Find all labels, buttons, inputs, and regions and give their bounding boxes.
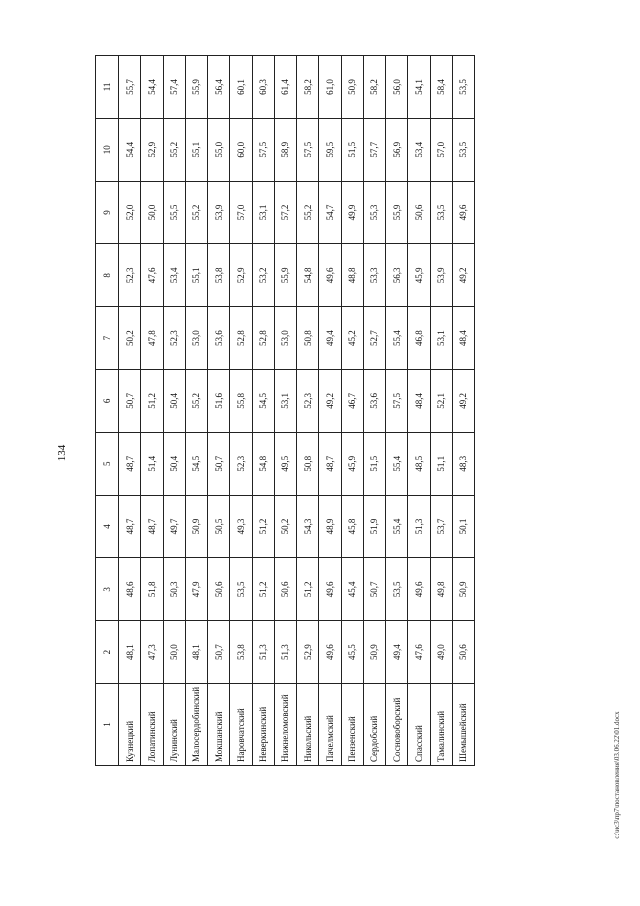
value-cell: 49,2	[452, 370, 474, 433]
value-cell: 50,6	[452, 621, 474, 684]
district-name-cell: Кузнецкий	[119, 684, 141, 766]
value-cell: 57,7	[363, 118, 385, 181]
value-cell: 50,7	[119, 370, 141, 433]
value-cell: 57,5	[252, 118, 274, 181]
column-header: 11	[96, 56, 119, 119]
table-row	[297, 56, 319, 766]
value-cell: 56,9	[386, 118, 408, 181]
value-cell: 53,6	[363, 370, 385, 433]
table-row	[141, 56, 163, 766]
value-cell: 55,2	[163, 118, 185, 181]
district-name-cell: Неверкинский	[252, 684, 274, 766]
table-row	[408, 56, 430, 766]
table-row	[319, 56, 341, 766]
value-cell: 51,3	[252, 621, 274, 684]
value-cell: 49,3	[230, 495, 252, 558]
value-cell: 51,1	[430, 432, 452, 495]
value-cell: 55,9	[274, 244, 296, 307]
value-cell: 49,6	[452, 181, 474, 244]
value-cell: 55,2	[185, 181, 207, 244]
value-cell: 52,3	[119, 244, 141, 307]
value-cell: 57,2	[274, 181, 296, 244]
value-cell: 57,5	[386, 370, 408, 433]
value-cell: 50,9	[185, 495, 207, 558]
column-header: 2	[96, 621, 119, 684]
value-cell: 48,6	[119, 558, 141, 621]
district-name-cell: Шемышейский	[452, 684, 474, 766]
value-cell: 53,5	[386, 558, 408, 621]
value-cell: 60,0	[230, 118, 252, 181]
value-cell: 60,3	[252, 56, 274, 119]
value-cell: 52,9	[297, 621, 319, 684]
value-cell: 55,7	[119, 56, 141, 119]
value-cell: 51,5	[341, 118, 363, 181]
value-cell: 52,8	[252, 307, 274, 370]
value-cell: 47,6	[408, 621, 430, 684]
value-cell: 50,7	[363, 558, 385, 621]
value-cell: 51,4	[141, 432, 163, 495]
value-cell: 52,8	[230, 307, 252, 370]
value-cell: 53,1	[430, 307, 452, 370]
district-name-cell: Лопатинский	[141, 684, 163, 766]
value-cell: 50,4	[163, 432, 185, 495]
district-name-cell: Малосердобинский	[185, 684, 207, 766]
table-row	[386, 56, 408, 766]
value-cell: 54,4	[141, 56, 163, 119]
value-cell: 61,4	[274, 56, 296, 119]
value-cell: 52,9	[230, 244, 252, 307]
value-cell: 46,8	[408, 307, 430, 370]
value-cell: 51,8	[141, 558, 163, 621]
value-cell: 49,6	[319, 244, 341, 307]
value-cell: 56,4	[208, 56, 230, 119]
value-cell: 53,7	[430, 495, 452, 558]
value-cell: 51,2	[141, 370, 163, 433]
value-cell: 55,9	[386, 181, 408, 244]
value-cell: 58,2	[363, 56, 385, 119]
value-cell: 53,0	[274, 307, 296, 370]
table-row	[430, 56, 452, 766]
value-cell: 55,3	[363, 181, 385, 244]
value-cell: 53,3	[363, 244, 385, 307]
value-cell: 53,8	[208, 244, 230, 307]
column-header: 1	[96, 684, 119, 766]
value-cell: 61,0	[319, 56, 341, 119]
column-header: 6	[96, 370, 119, 433]
value-cell: 49,8	[430, 558, 452, 621]
value-cell: 51,2	[252, 495, 274, 558]
value-cell: 48,8	[341, 244, 363, 307]
value-cell: 50,5	[208, 495, 230, 558]
value-cell: 50,6	[274, 558, 296, 621]
table-row	[119, 56, 141, 766]
value-cell: 53,4	[408, 118, 430, 181]
value-cell: 47,9	[185, 558, 207, 621]
value-cell: 55,9	[185, 56, 207, 119]
value-cell: 50,9	[363, 621, 385, 684]
value-cell: 51,6	[208, 370, 230, 433]
value-cell: 45,9	[408, 244, 430, 307]
value-cell: 53,9	[208, 181, 230, 244]
value-cell: 55,2	[185, 370, 207, 433]
value-cell: 46,7	[341, 370, 363, 433]
district-name-cell: Тамалинский	[430, 684, 452, 766]
value-cell: 58,4	[430, 56, 452, 119]
value-cell: 54,4	[119, 118, 141, 181]
value-cell: 58,2	[297, 56, 319, 119]
table-row	[208, 56, 230, 766]
indicator-table	[95, 55, 475, 766]
table-row	[252, 56, 274, 766]
value-cell: 48,7	[141, 495, 163, 558]
value-cell: 52,3	[297, 370, 319, 433]
table-container	[95, 56, 475, 766]
value-cell: 49,2	[319, 370, 341, 433]
value-cell: 48,7	[119, 495, 141, 558]
district-name-cell: Сосновоборский	[386, 684, 408, 766]
value-cell: 52,3	[230, 432, 252, 495]
value-cell: 59,5	[319, 118, 341, 181]
value-cell: 50,3	[163, 558, 185, 621]
value-cell: 50,0	[141, 181, 163, 244]
value-cell: 50,9	[341, 56, 363, 119]
value-cell: 53,1	[274, 370, 296, 433]
value-cell: 53,1	[252, 181, 274, 244]
value-cell: 53,5	[452, 56, 474, 119]
value-cell: 50,7	[208, 432, 230, 495]
value-cell: 54,8	[297, 244, 319, 307]
value-cell: 50,9	[452, 558, 474, 621]
value-cell: 51,9	[363, 495, 385, 558]
value-cell: 50,8	[297, 432, 319, 495]
table-row	[341, 56, 363, 766]
value-cell: 48,3	[452, 432, 474, 495]
value-cell: 47,8	[141, 307, 163, 370]
table-body	[119, 56, 475, 766]
value-cell: 55,2	[297, 181, 319, 244]
value-cell: 48,7	[119, 432, 141, 495]
value-cell: 48,1	[185, 621, 207, 684]
value-cell: 50,4	[163, 370, 185, 433]
value-cell: 54,5	[252, 370, 274, 433]
value-cell: 45,8	[341, 495, 363, 558]
district-name-cell: Спасский	[408, 684, 430, 766]
value-cell: 55,4	[386, 307, 408, 370]
value-cell: 51,3	[274, 621, 296, 684]
value-cell: 45,4	[341, 558, 363, 621]
footer-file-path: c:\ис3\пр7\постановления\03.06.22\01.docx	[613, 711, 621, 839]
value-cell: 50,0	[163, 621, 185, 684]
value-cell: 48,7	[319, 432, 341, 495]
table-row	[185, 56, 207, 766]
district-name-cell: Лунинский	[163, 684, 185, 766]
page-number: 134	[56, 444, 68, 462]
value-cell: 54,5	[185, 432, 207, 495]
value-cell: 45,9	[341, 432, 363, 495]
value-cell: 48,5	[408, 432, 430, 495]
value-cell: 52,9	[141, 118, 163, 181]
value-cell: 53,2	[252, 244, 274, 307]
column-header: 9	[96, 181, 119, 244]
value-cell: 50,1	[452, 495, 474, 558]
value-cell: 54,8	[252, 432, 274, 495]
value-cell: 48,4	[452, 307, 474, 370]
column-header: 7	[96, 307, 119, 370]
value-cell: 49,5	[274, 432, 296, 495]
value-cell: 53,4	[163, 244, 185, 307]
value-cell: 50,6	[208, 558, 230, 621]
value-cell: 52,1	[430, 370, 452, 433]
district-name-cell: Наровчатский	[230, 684, 252, 766]
table-row	[452, 56, 474, 766]
column-header: 4	[96, 495, 119, 558]
value-cell: 48,9	[319, 495, 341, 558]
table-row	[363, 56, 385, 766]
value-cell: 53,0	[185, 307, 207, 370]
value-cell: 50,8	[297, 307, 319, 370]
district-name-cell: Никольский	[297, 684, 319, 766]
value-cell: 51,5	[363, 432, 385, 495]
value-cell: 53,8	[230, 621, 252, 684]
value-cell: 54,7	[319, 181, 341, 244]
value-cell: 50,6	[408, 181, 430, 244]
value-cell: 57,0	[230, 181, 252, 244]
value-cell: 53,5	[430, 181, 452, 244]
value-cell: 58,9	[274, 118, 296, 181]
value-cell: 45,2	[341, 307, 363, 370]
value-cell: 55,4	[386, 495, 408, 558]
column-header: 10	[96, 118, 119, 181]
value-cell: 55,4	[386, 432, 408, 495]
value-cell: 49,4	[386, 621, 408, 684]
value-cell: 54,1	[408, 56, 430, 119]
value-cell: 49,6	[319, 558, 341, 621]
district-name-cell: Сердобский	[363, 684, 385, 766]
value-cell: 54,3	[297, 495, 319, 558]
value-cell: 57,5	[297, 118, 319, 181]
value-cell: 56,3	[386, 244, 408, 307]
value-cell: 49,7	[163, 495, 185, 558]
value-cell: 60,1	[230, 56, 252, 119]
value-cell: 55,1	[185, 244, 207, 307]
value-cell: 56,0	[386, 56, 408, 119]
value-cell: 49,0	[430, 621, 452, 684]
value-cell: 50,2	[274, 495, 296, 558]
value-cell: 55,0	[208, 118, 230, 181]
column-header: 3	[96, 558, 119, 621]
value-cell: 55,8	[230, 370, 252, 433]
value-cell: 50,2	[119, 307, 141, 370]
value-cell: 53,5	[452, 118, 474, 181]
table-header-row	[96, 56, 119, 766]
value-cell: 49,9	[341, 181, 363, 244]
district-name-cell: Пачелмский	[319, 684, 341, 766]
value-cell: 53,9	[430, 244, 452, 307]
value-cell: 55,1	[185, 118, 207, 181]
value-cell: 51,2	[297, 558, 319, 621]
district-name-cell: Мокшанский	[208, 684, 230, 766]
value-cell: 52,3	[163, 307, 185, 370]
value-cell: 49,6	[319, 621, 341, 684]
column-header: 8	[96, 244, 119, 307]
value-cell: 49,2	[452, 244, 474, 307]
table-row	[230, 56, 252, 766]
value-cell: 48,1	[119, 621, 141, 684]
value-cell: 51,3	[408, 495, 430, 558]
value-cell: 57,0	[430, 118, 452, 181]
value-cell: 49,6	[408, 558, 430, 621]
value-cell: 57,4	[163, 56, 185, 119]
value-cell: 53,6	[208, 307, 230, 370]
value-cell: 49,4	[319, 307, 341, 370]
value-cell: 51,2	[252, 558, 274, 621]
value-cell: 47,6	[141, 244, 163, 307]
value-cell: 45,5	[341, 621, 363, 684]
value-cell: 53,5	[230, 558, 252, 621]
table-row	[163, 56, 185, 766]
district-name-cell: Нижнеломовский	[274, 684, 296, 766]
value-cell: 48,4	[408, 370, 430, 433]
value-cell: 47,3	[141, 621, 163, 684]
value-cell: 52,0	[119, 181, 141, 244]
column-header: 5	[96, 432, 119, 495]
value-cell: 55,5	[163, 181, 185, 244]
value-cell: 52,7	[363, 307, 385, 370]
value-cell: 50,7	[208, 621, 230, 684]
district-name-cell: Пензенский	[341, 684, 363, 766]
table-row	[274, 56, 296, 766]
